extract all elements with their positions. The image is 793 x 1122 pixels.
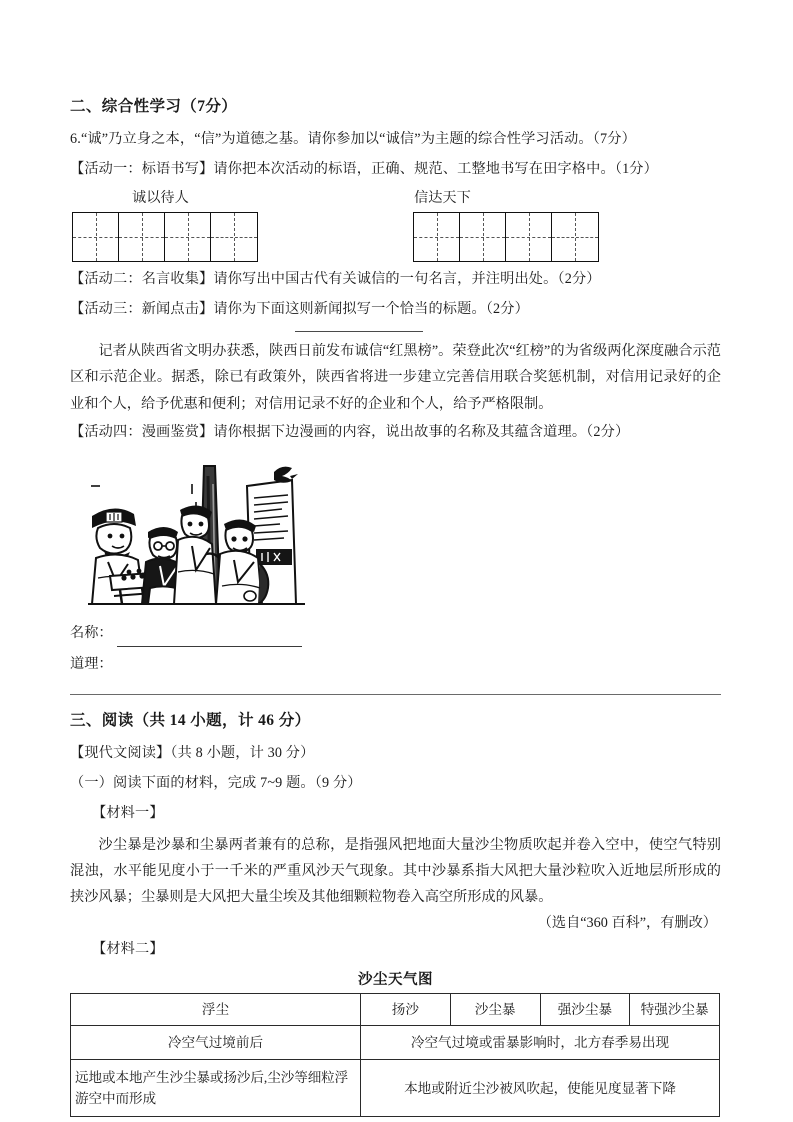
grid-cell[interactable] (506, 213, 552, 261)
cartoon-figure (84, 454, 721, 612)
sandstorm-weather-table (70, 993, 720, 1117)
writing-grid-right[interactable] (413, 212, 599, 262)
answer-name-input[interactable] (117, 631, 302, 647)
table-cell: 远地或本地产生沙尘暴或扬沙后,尘沙等细粒浮游空中而形成 (71, 1060, 361, 1117)
table-row (71, 1060, 720, 1117)
grid-cell[interactable] (552, 213, 598, 261)
answer-reason-row (70, 651, 721, 678)
material-one-source: （选自“360 百科”，有删改） (537, 915, 717, 932)
news-divider-rule (295, 331, 423, 332)
question-6-stem: 6.“诚”乃立身之本，“信”为道德之基。请你参加以“诚信”为主题的综合性学习活动。（7分） (70, 131, 636, 148)
grid-cell[interactable] (460, 213, 506, 261)
grid-cell[interactable] (73, 213, 119, 261)
table-header-cell: 强沙尘暴 (540, 994, 630, 1026)
grid-cell[interactable] (165, 213, 211, 261)
material-one-label: 【材料一】 (92, 804, 164, 821)
writing-grid-left[interactable] (72, 212, 258, 262)
table-cell-merged: 本地或附近尘沙被风吹起，使能见度显著下降 (361, 1060, 720, 1117)
section-divider-rule (70, 694, 721, 695)
slogan-left-label: 诚以待人 (132, 190, 189, 207)
material-two-label: 【材料二】 (92, 941, 164, 958)
news-paragraph: 记者从陕西省文明办获悉，陕西日前发布诚信“红黑榜”。荣登此次“红榜”的为省级两化深度融合示范区和示范企业。据悉，除已有政策外，陕西省将进一步建立完善信用联合奖惩机制，对信用记录好的企业和个人，给予优惠和便利；对信用记录不好的企业和个人，给予严格限制。 (70, 343, 721, 412)
material-one-text: 沙尘暴是沙暴和尘暴两者兼有的总称，是指强风把地面大量沙尘物质吹起并卷入空中，使空气特别混浊，水平能见度小于一千米的严重风沙天气现象。其中沙暴系指大风把大量沙粒吹入近地层所形成的挟沙风暴；尘暴则是大风把大量尘埃及其他细颗粒物卷入高空所形成的风暴。 (70, 836, 721, 906)
grid-cell[interactable] (211, 213, 257, 261)
table-row (71, 1026, 720, 1060)
slogan-right-label: 信达天下 (414, 190, 471, 207)
table-header-cell: 浮尘 (71, 994, 361, 1026)
answer-name-row (70, 620, 721, 647)
cartoon-illustration (84, 454, 309, 612)
activity-2-instruction: 【活动二：名言收集】请你写出中国古代有关诚信的一句名言，并注明出处。（2分） (70, 271, 601, 288)
table-cell-merged: 冷空气过境或雷暴影响时，北方春季易出现 (361, 1026, 720, 1060)
activity-1-instruction: 【活动一：标语书写】请你把本次活动的标语，正确、规范、工整地书写在田字格中。（1分） (70, 161, 658, 178)
activity-4-instruction: 【活动四：漫画鉴赏】请你根据下边漫画的内容，说出故事的名称及其蕴含道理。（2分） (70, 423, 630, 440)
slogan-label-row (70, 188, 721, 210)
table-cell: 冷空气过境前后 (71, 1026, 361, 1060)
table-header-row (71, 994, 720, 1026)
grid-cell[interactable] (414, 213, 460, 261)
table-header-cell: 沙尘暴 (450, 994, 540, 1026)
table-header-cell: 扬沙 (361, 994, 451, 1026)
answer-name-label: 名称： (70, 624, 113, 641)
activity-3-instruction: 【活动三：新闻点击】请你为下面这则新闻拟写一个恰当的标题。（2分） (70, 301, 529, 318)
grid-cell[interactable] (119, 213, 165, 261)
section-two-heading: 二、综合性学习（7分） (70, 98, 238, 115)
part-one-instruction: （一）阅读下面的材料，完成 7~9 题。（9 分） (70, 774, 362, 791)
table-header-cell: 特强沙尘暴 (630, 994, 720, 1026)
writing-grids-row (70, 212, 721, 268)
modern-reading-label: 【现代文阅读】（共 8 小题，计 30 分） (70, 744, 315, 761)
table-title: 沙尘天气图 (358, 972, 433, 989)
section-three-heading: 三、阅读（共 14 小题，计 46 分） (70, 711, 311, 729)
answer-reason-label: 道理： (70, 655, 113, 672)
